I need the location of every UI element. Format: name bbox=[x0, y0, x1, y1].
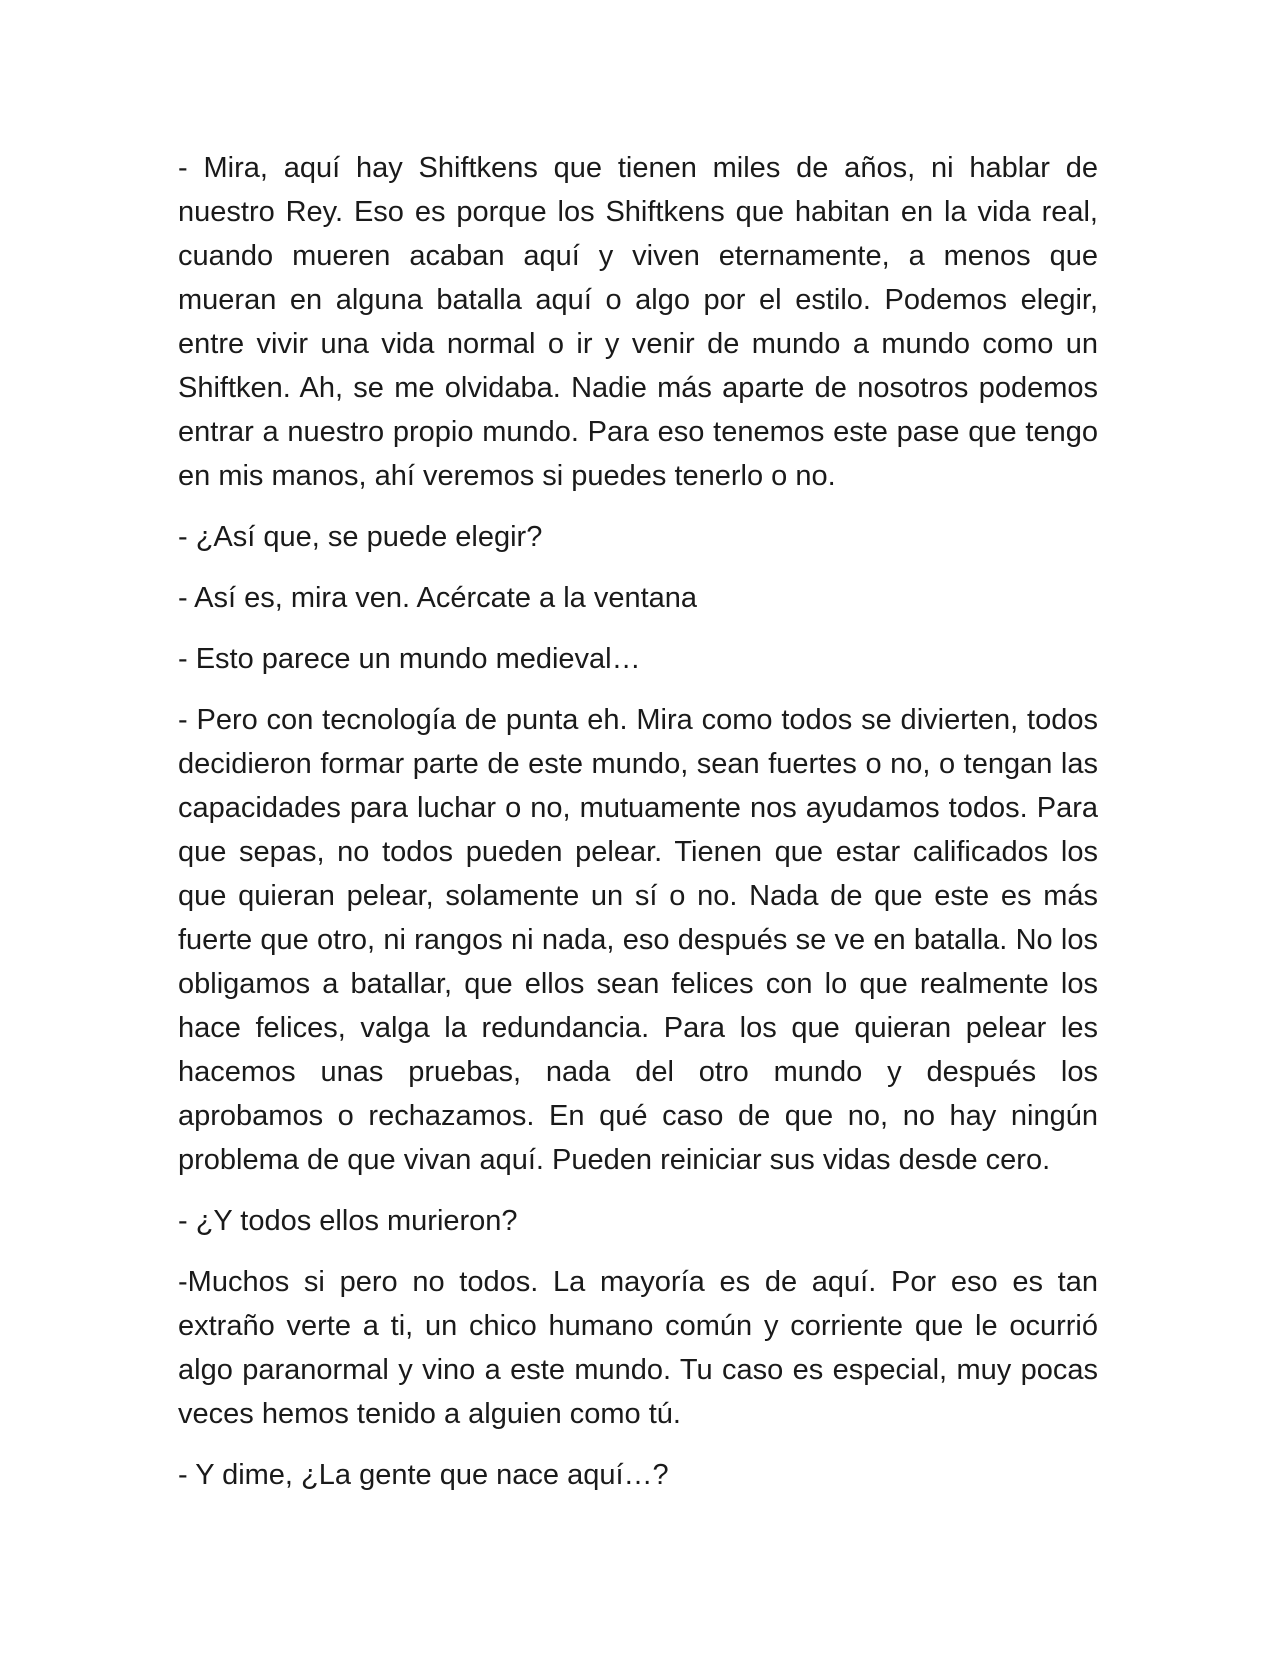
paragraph-7: -Muchos si pero no todos. La mayoría es de aquí. Por eso es tan extraño verte a ti, un chico humano común y corriente que le ocurrió algo paranormal y vino a este mundo. Tu caso es especial, muy pocas veces hemos tenido a alguien como tú. bbox=[178, 1266, 1098, 1430]
paragraph-2: - ¿Así que, se puede elegir? bbox=[178, 521, 543, 553]
paragraph-6: - ¿Y todos ellos murieron? bbox=[178, 1205, 518, 1237]
document-page bbox=[178, 146, 1098, 1514]
paragraph-5: - Pero con tecnología de punta eh. Mira como todos se divierten, todos decidieron formar parte de este mundo, sean fuertes o no, o tengan las capacidades para luchar o no, mutuamente nos ayudamos todos. Para que sepas, no todos pueden pelear. Tienen que estar calificados los que quieran pelear, solamente un sí o no. Nada de que este es más fuerte que otro, ni rangos ni nada, eso después se ve en batalla. No los obligamos a batallar, que ellos sean felices con lo que realmente los hace felices, valga la redundancia. Para los que quieran pelear les hacemos unas pruebas, nada del otro mundo y después los aprobamos o rechazamos. En qué caso de que no, no hay ningún problema de que vivan aquí. Pueden reiniciar sus vidas desde cero. bbox=[178, 704, 1098, 1176]
paragraph-1: - Mira, aquí hay Shiftkens que tienen miles de años, ni hablar de nuestro Rey. Eso es porque los Shiftkens que habitan en la vida real, cuando mueren acaban aquí y viven eternamente, a menos que mueran en alguna batalla aquí o algo por el estilo. Podemos elegir, entre vivir una vida normal o ir y venir de mundo a mundo como un Shiftken. Ah, se me olvidaba. Nadie más aparte de nosotros podemos entrar a nuestro propio mundo. Para eso tenemos este pase que tengo en mis manos, ahí veremos si puedes tenerlo o no. bbox=[178, 152, 1098, 492]
paragraph-3: - Así es, mira ven. Acércate a la ventana bbox=[178, 582, 698, 614]
paragraph-8: - Y dime, ¿La gente que nace aquí…? bbox=[178, 1459, 669, 1491]
paragraph-4: - Esto parece un mundo medieval… bbox=[178, 643, 641, 675]
